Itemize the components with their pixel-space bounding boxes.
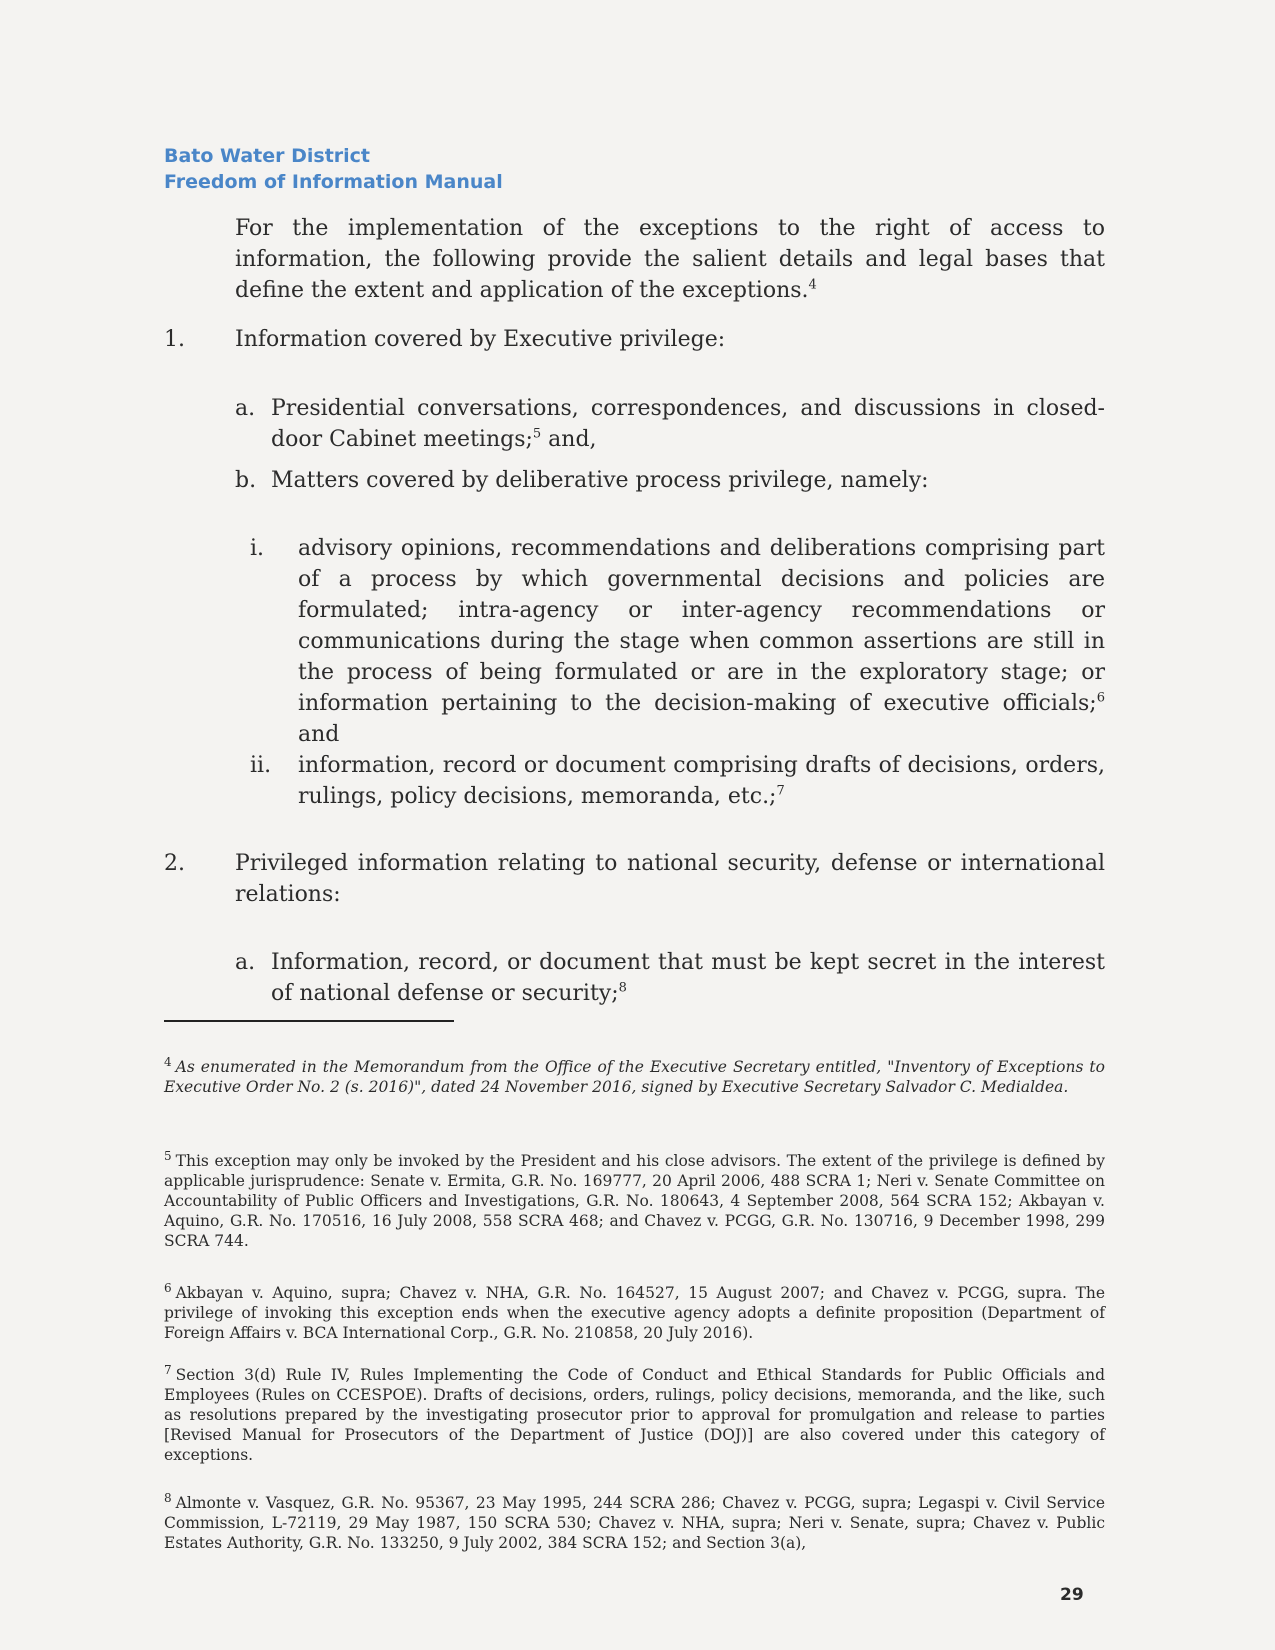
- roman-item-label: ii.: [250, 753, 272, 778]
- footnote-ref[interactable]: 8: [618, 980, 627, 996]
- item-number: 2.: [164, 851, 185, 876]
- roman-item: ii. information, record or document comprising drafts of decisions, orders, rulings, policy decisions, memoranda, etc.;$^7$: [250, 750, 1105, 812]
- page-number: 29: [1060, 1585, 1084, 1605]
- sub-item: a. Presidential conversations, correspondences, and discussions in closed-door Cabinet meetings;$^5$ and,: [235, 393, 1105, 455]
- intro-paragraph: For the implementation of the exceptions to the right of access to information, the following provide the salient details and legal bases that define the extent and application of the exceptions.$^4$: [235, 216, 1105, 303]
- item-heading: Information covered by Executive privilege:: [235, 327, 726, 352]
- footnote-number: 5: [164, 1149, 172, 1163]
- footnote-ref[interactable]: 4: [808, 277, 817, 293]
- footnote: $^5$ This exception may only be invoked by the President and his close advisors. The extent of the privilege is defined by applicable jurisprudence: Senate v. Ermita, G.R. No. 169777, 20 April 2006, 488 SCRA 1; Neri v. Senate Committee on Accountability of Public Officers and Investigations, G.R. No. 180643, 4 September 2008, 564 SCRA 152; Akbayan v. Aquino, G.R. No. 170516, 16 July 2008, 558 SCRA 468; and Chavez v. PCGG, G.R. No. 130716, 9 December 1998, 299 SCRA 744.: [164, 1149, 1105, 1251]
- footnote-number: 6: [164, 1281, 172, 1295]
- roman-item-label: i.: [250, 536, 265, 561]
- footnote-number: 8: [164, 1491, 172, 1505]
- footnote-ref[interactable]: 7: [776, 783, 785, 799]
- footnote-number: 4: [164, 1055, 172, 1069]
- header-organization: Bato Water District: [164, 145, 371, 167]
- footnote-number: 7: [164, 1363, 172, 1377]
- item-heading: Privileged information relating to national security, defense or international relations:: [235, 851, 1105, 907]
- sub-item: a. Information, record, or document that must be kept secret in the interest of national defense or security;$^8$: [235, 947, 1105, 1009]
- footnote: $^6$ Akbayan v. Aquino, supra; Chavez v. NHA, G.R. No. 164527, 15 August 2007; and Chavez v. PCGG, supra. The privilege of invoking this exception ends when the executive agency adopts a definite proposition (Department of Foreign Affairs v. BCA International Corp., G.R. No. 210858, 20 July 2016).: [164, 1281, 1105, 1343]
- roman-item: i. advisory opinions, recommendations and deliberations comprising part of a process by which governmental decisions and policies are formulated; intra-agency or inter-agency recommendations or communications during the stage when common assertions are still in the process of being formulated or are in the exploratory stage; or information pertaining to the decision-making of executive officials;$^6$ and: [250, 533, 1105, 750]
- footnote-ref[interactable]: 6: [1096, 690, 1105, 706]
- sub-item: b. Matters covered by deliberative process privilege, namely:: [235, 465, 1105, 496]
- footnote-divider: [164, 1020, 454, 1022]
- footnote: $^8$ Almonte v. Vasquez, G.R. No. 95367, 23 May 1995, 244 SCRA 286; Chavez v. PCGG, supra; Legaspi v. Civil Service Commission, L-72119, 29 May 1987, 150 SCRA 530; Chavez v. NHA, supra; Neri v. Senate, supra; Chavez v. Public Estates Authority, G.R. No. 133250, 9 July 2002, 384 SCRA 152; and Section 3(a),: [164, 1491, 1105, 1553]
- footnote: $^7$ Section 3(d) Rule IV, Rules Implementing the Code of Conduct and Ethical Standards for Public Officials and Employees (Rules on CCESPOE). Drafts of decisions, orders, rulings, policy decisions, memoranda, and the like, such as resolutions prepared by the investigating prosecutor prior to approval for promulgation and release to parties [Revised Manual for Prosecutors of the Department of Justice (DOJ)] are also covered under this category of exceptions.: [164, 1363, 1105, 1465]
- sub-item-label: a.: [235, 950, 256, 975]
- item-number: 1.: [164, 327, 185, 352]
- footnote: $^4$ As enumerated in the Memorandum from the Office of the Executive Secretary entitled, "Inventory of Exceptions to Executive Order No. 2 (s. 2016)", dated 24 November 2016, signed by Executive Secretary Salvador C. Medialdea.: [164, 1055, 1105, 1097]
- sub-item-label: a.: [235, 396, 256, 421]
- sub-item-label: b.: [235, 468, 257, 493]
- footnote-ref[interactable]: 5: [532, 426, 542, 442]
- document-header: [164, 143, 503, 195]
- header-manual-title: Freedom of Information Manual: [164, 171, 503, 193]
